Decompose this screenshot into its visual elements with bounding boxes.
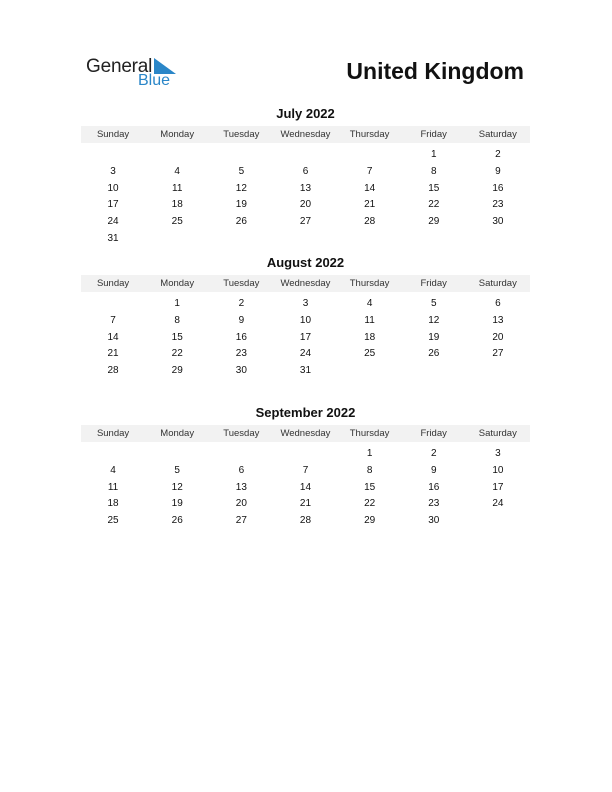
day-cell: 26	[235, 216, 247, 228]
day-cell: 10	[299, 314, 312, 326]
day-cell: 30	[492, 216, 504, 228]
generalblue-logo	[86, 56, 186, 92]
day-cell: 9	[430, 464, 437, 476]
day-cell: 5	[430, 298, 437, 309]
day-cell: 7	[302, 464, 309, 476]
country-title: United Kingdom	[346, 58, 524, 84]
weekday-label: Wednesday	[280, 428, 331, 439]
day-cell: 27	[492, 348, 504, 360]
weekday-label: Thursday	[349, 278, 390, 289]
day-cell: 20	[299, 199, 312, 211]
weekday-label: Friday	[420, 278, 447, 289]
day-cell: 8	[366, 464, 373, 476]
day-cell: 30	[428, 515, 440, 527]
weekday-header-row	[81, 425, 530, 442]
month-title: August 2022	[266, 255, 345, 270]
weekday-header-row	[81, 275, 530, 292]
weekday-label: Monday	[160, 428, 195, 439]
weekday-label: Tuesday	[223, 129, 260, 140]
day-cell: 21	[107, 348, 119, 360]
day-cell: 17	[107, 199, 119, 211]
day-cell: 3	[302, 298, 309, 309]
day-cell: 9	[495, 165, 501, 177]
day-cell: 23	[428, 498, 440, 510]
day-cell: 16	[235, 331, 247, 343]
day-cell: 27	[299, 216, 312, 228]
day-cell: 24	[107, 216, 119, 228]
day-cell: 14	[299, 481, 312, 493]
day-cell: 8	[430, 165, 437, 177]
weekday-label: Friday	[420, 428, 447, 439]
weekday-header-row	[81, 126, 530, 143]
day-cell: 4	[366, 298, 373, 309]
weekday-label: Saturday	[478, 278, 517, 289]
day-cell: 8	[174, 314, 180, 326]
day-grid	[81, 143, 530, 248]
day-cell: 9	[238, 314, 245, 326]
day-cell: 20	[235, 498, 247, 510]
day-cell: 1	[366, 448, 373, 459]
day-cell: 10	[107, 182, 119, 194]
weekday-label: Thursday	[349, 428, 390, 439]
day-cell: 24	[492, 498, 504, 510]
day-grid	[81, 292, 530, 380]
weekday-label: Monday	[160, 278, 195, 289]
day-cell: 19	[428, 331, 440, 343]
day-cell: 12	[428, 314, 440, 326]
day-cell: 1	[430, 149, 437, 160]
day-cell: 20	[492, 331, 504, 343]
weekday-label: Wednesday	[280, 129, 331, 140]
weekday-label: Saturday	[478, 428, 517, 439]
day-cell: 17	[492, 481, 504, 493]
logo-word-general: General	[86, 56, 153, 77]
weekday-label: Saturday	[478, 129, 517, 140]
weekday-label: Sunday	[96, 428, 130, 439]
weekday-label: Tuesday	[223, 278, 260, 289]
day-cell: 21	[299, 498, 312, 510]
day-cell: 11	[172, 182, 183, 194]
day-cell: 10	[492, 464, 504, 476]
day-cell: 29	[171, 365, 183, 377]
day-cell: 28	[364, 216, 376, 228]
day-cell: 11	[364, 314, 375, 326]
day-cell: 26	[428, 348, 440, 360]
day-cell: 5	[238, 165, 245, 177]
weekday-label: Wednesday	[280, 278, 331, 289]
weekday-label: Friday	[420, 129, 447, 140]
day-cell: 15	[171, 331, 183, 343]
day-cell: 4	[174, 165, 180, 177]
logo-word-blue: Blue	[138, 72, 171, 89]
day-cell: 18	[171, 199, 183, 211]
day-cell: 23	[235, 348, 247, 360]
month-calendar-august	[81, 255, 530, 380]
day-cell: 4	[110, 464, 116, 476]
weekday-label: Sunday	[96, 129, 130, 140]
day-cell: 12	[235, 182, 247, 194]
weekday-label: Sunday	[96, 278, 130, 289]
day-cell: 25	[107, 515, 119, 527]
day-cell: 27	[235, 515, 247, 527]
month-calendar-september	[81, 405, 530, 530]
weekday-label: Thursday	[349, 129, 390, 140]
day-cell: 3	[495, 448, 501, 459]
day-cell: 15	[428, 182, 440, 194]
weekday-label: Monday	[160, 129, 195, 140]
day-cell: 2	[430, 448, 437, 459]
day-cell: 25	[364, 348, 376, 360]
month-title: July 2022	[276, 106, 335, 121]
day-cell: 5	[174, 464, 180, 476]
day-cell: 1	[174, 298, 180, 309]
month-title: September 2022	[255, 405, 356, 420]
day-cell: 7	[110, 314, 116, 326]
day-cell: 29	[364, 515, 376, 527]
day-cell: 22	[364, 498, 376, 510]
day-cell: 22	[171, 348, 183, 360]
day-cell: 12	[171, 481, 183, 493]
day-cell: 15	[364, 481, 376, 493]
day-cell: 14	[364, 182, 376, 194]
day-cell: 7	[366, 165, 373, 177]
month-calendar-july	[81, 106, 530, 248]
day-cell: 6	[238, 464, 245, 476]
day-cell: 16	[492, 182, 504, 194]
day-cell: 23	[492, 199, 504, 211]
day-cell: 19	[235, 199, 247, 211]
day-cell: 28	[299, 515, 312, 527]
day-cell: 18	[107, 498, 119, 510]
day-cell: 3	[110, 165, 116, 177]
day-cell: 14	[107, 331, 119, 343]
day-cell: 17	[299, 331, 312, 343]
day-cell: 24	[299, 348, 312, 360]
day-cell: 13	[299, 182, 312, 194]
day-cell: 29	[428, 216, 440, 228]
day-cell: 19	[171, 498, 183, 510]
day-cell: 2	[495, 149, 501, 160]
day-cell: 16	[428, 481, 440, 493]
day-cell: 6	[302, 165, 309, 177]
day-cell: 21	[364, 199, 376, 211]
day-cell: 11	[107, 481, 119, 493]
day-cell: 6	[495, 298, 501, 309]
day-cell: 22	[428, 199, 440, 211]
day-cell: 2	[238, 298, 245, 309]
day-cell: 25	[171, 216, 183, 228]
day-cell: 30	[235, 365, 247, 377]
day-cell: 28	[107, 365, 119, 377]
day-cell: 13	[235, 481, 247, 493]
day-cell: 31	[107, 233, 119, 244]
day-cell: 26	[171, 515, 183, 527]
weekday-label: Tuesday	[223, 428, 260, 439]
day-grid	[81, 442, 530, 530]
day-cell: 13	[492, 314, 504, 326]
day-cell: 31	[299, 365, 312, 377]
day-cell: 18	[364, 331, 376, 343]
